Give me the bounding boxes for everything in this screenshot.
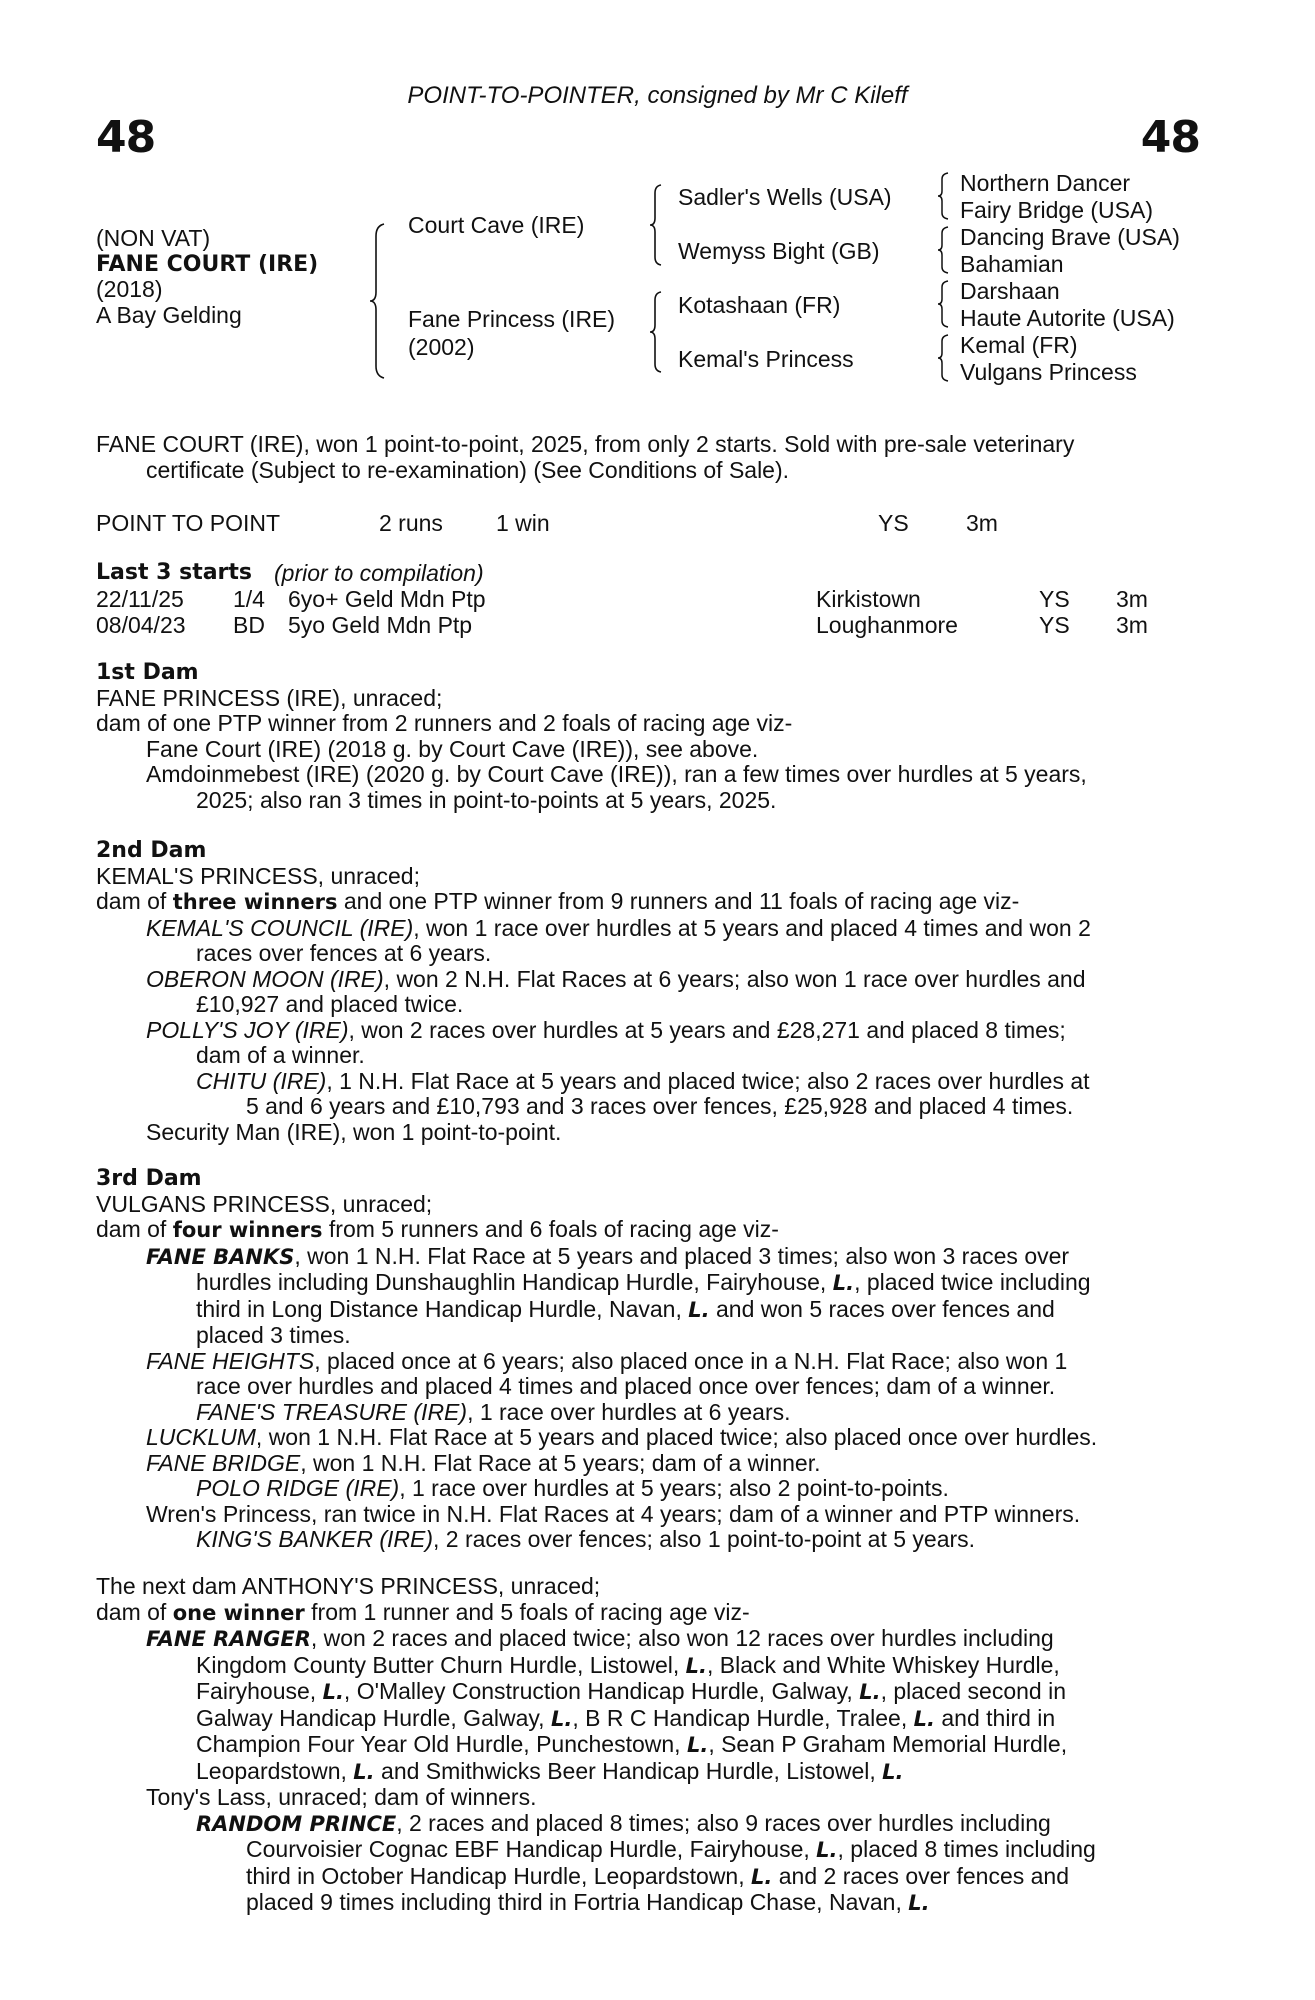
progeny-entry <box>96 1349 1206 1375</box>
progeny-text: , won 2 N.H. Flat Races at 6 years; also won 1 race over hurdles and <box>383 965 1086 992</box>
g3-ancestor: Haute Autorite (USA) <box>960 305 1175 331</box>
progeny-entry <box>96 1451 1206 1477</box>
progeny-entry-cont <box>96 1732 1206 1759</box>
sire-dam-name: Wemyss Bight (GB) <box>678 238 880 264</box>
pedigree-brace-main <box>368 222 388 380</box>
progeny-name: FANE RANGER <box>146 1627 311 1651</box>
progeny-entry-cont <box>96 1759 1206 1786</box>
progeny-text: and 2 races over fences and <box>772 1862 1070 1889</box>
summary-bold: one winner <box>172 1600 305 1625</box>
dam-name-line: KEMAL'S PRINCESS, unraced; <box>96 862 420 889</box>
dam-name-line: FANE PRINCESS (IRE), unraced; <box>96 684 443 711</box>
g3-ancestor: Darshaan <box>960 278 1060 304</box>
record-distance: 3m <box>966 510 998 536</box>
start-going: YS <box>1039 586 1070 612</box>
start-distance: 3m <box>1116 586 1148 612</box>
progeny-text: and Smithwicks Beer Handicap Hurdle, Listowel, <box>374 1757 883 1784</box>
progeny-text: , 2 races and placed 8 times; also 9 races over hurdles including <box>396 1809 1051 1836</box>
progeny-entry <box>96 1626 1206 1653</box>
start-date: 08/04/23 <box>96 612 186 638</box>
progeny-text: , 1 N.H. Flat Race at 5 years and placed twice; also 2 races over hurdles at <box>326 1067 1090 1094</box>
progeny-text: Kingdom County Butter Churn Hurdle, Listowel, <box>196 1651 686 1678</box>
summary-bold: four winners <box>172 1218 323 1242</box>
progeny-name: FANE HEIGHTS <box>146 1347 315 1374</box>
progeny-entry-cont: £10,927 and placed twice. <box>196 991 464 1017</box>
progeny-entry <box>96 967 1206 993</box>
listed-marker: L. <box>685 1653 707 1678</box>
third-dam-section <box>96 1166 1206 1553</box>
dam-name: Fane Princess (IRE) <box>408 306 616 332</box>
dam-summary: dam of one PTP winner from 2 runners and 2 foals of racing age viz- <box>96 710 793 736</box>
start-position: 1/4 <box>233 586 265 612</box>
record-type: POINT TO POINT <box>96 510 281 536</box>
progeny-entry: Fane Court (IRE) (2018 g. by Court Cave (IRE)), see above. <box>146 735 759 762</box>
summary-text: from 5 runners and 6 foals of racing age viz- <box>322 1216 779 1242</box>
listed-marker: L. <box>913 1706 935 1731</box>
pedigree-brace-dam <box>648 290 664 374</box>
progeny-text: , Black and White Whiskey Hurdle, <box>707 1651 1060 1678</box>
progeny-entry <box>96 1018 1206 1044</box>
section-heading: 1st Dam <box>96 660 199 685</box>
progeny-text: , placed once at 6 years; also placed once in a N.H. Flat Race; also won 1 <box>314 1347 1068 1374</box>
progeny-entry-cont: race over hurdles and placed 4 times and placed once over fences; dam of a winner. <box>196 1373 1056 1399</box>
start-going: YS <box>1039 612 1070 638</box>
progeny-entry-cont: 5 and 6 years and £10,793 and 3 races over fences, £25,928 and placed 4 times. <box>246 1093 1074 1119</box>
progeny-entry-cont: dam of a winner. <box>196 1042 365 1068</box>
record-going: YS <box>878 510 909 536</box>
listed-marker: L. <box>908 1891 930 1915</box>
dam-sire-name: Kotashaan (FR) <box>678 292 841 318</box>
dam-dam-name: Kemal's Princess <box>678 346 854 372</box>
progeny-entry-cont <box>96 1890 1206 1917</box>
listed-marker: L. <box>686 1733 709 1757</box>
sire-name: Court Cave (IRE) <box>408 212 585 238</box>
listed-marker: L. <box>322 1680 344 1704</box>
next-dam-section <box>96 1574 1206 1917</box>
progeny-entry <box>96 1400 1206 1426</box>
progeny-entry <box>96 1476 1206 1502</box>
progeny-text: and third in <box>935 1704 1056 1731</box>
progeny-entry <box>96 1527 1206 1553</box>
pedigree-brace-g3-2 <box>936 225 950 275</box>
progeny-text: , won 1 N.H. Flat Race at 5 years and placed 3 times; also won 3 races over <box>294 1242 1070 1269</box>
summary-line: certificate (Subject to re-examination) (See Conditions of Sale). <box>146 456 790 483</box>
summary-bold: three winners <box>172 890 338 914</box>
lot-number-left: 48 <box>96 112 156 163</box>
summary-text: dam of <box>96 1598 173 1625</box>
progeny-entry: Tony's Lass, unraced; dam of winners. <box>146 1784 537 1810</box>
progeny-entry <box>96 1069 1206 1095</box>
g3-ancestor: Northern Dancer <box>960 170 1131 196</box>
progeny-entry <box>96 1244 1206 1271</box>
g3-ancestor: Vulgans Princess <box>960 359 1137 385</box>
sire-sire-name: Sadler's Wells (USA) <box>678 184 892 210</box>
vat-status: (NON VAT) <box>96 225 211 251</box>
progeny-text: , placed twice including <box>854 1269 1091 1295</box>
progeny-name: POLLY'S JOY (IRE) <box>146 1016 349 1043</box>
record-runs: 2 runs <box>379 510 443 536</box>
first-dam-section <box>96 660 1206 813</box>
progeny-entry-cont <box>96 1270 1206 1297</box>
progeny-name: OBERON MOON (IRE) <box>146 965 384 992</box>
summary-text: from 1 runner and 5 foals of racing age viz- <box>304 1598 750 1625</box>
last-starts-subtitle: (prior to compilation) <box>274 560 484 586</box>
progeny-text: Leopardstown, <box>196 1757 354 1784</box>
progeny-text: third in October Handicap Hurdle, Leopardstown, <box>246 1862 752 1889</box>
progeny-text: , 2 races over fences; also 1 point-to-point at 5 years. <box>433 1526 976 1552</box>
progeny-name: FANE BRIDGE <box>146 1449 301 1476</box>
progeny-entry: Amdoinmebest (IRE) (2020 g. by Court Cave (IRE)), ran a few times over hurdles at 5 years, <box>146 761 1087 787</box>
progeny-name: FANE BANKS <box>146 1244 295 1269</box>
progeny-text: Fairyhouse, <box>196 1678 323 1704</box>
listed-marker: L. <box>550 1706 573 1731</box>
last-starts-heading <box>96 560 1216 586</box>
listed-marker: L. <box>353 1759 375 1784</box>
dam-summary <box>96 889 1206 916</box>
g3-ancestor: Fairy Bridge (USA) <box>960 197 1153 223</box>
section-heading: 3rd Dam <box>96 1166 202 1191</box>
lot-number-right: 48 <box>1140 112 1200 163</box>
horse-year: (2018) <box>96 276 163 302</box>
summary-text: dam of <box>96 888 173 914</box>
progeny-entry-cont <box>96 1297 1206 1324</box>
progeny-entry-cont <box>96 1706 1206 1733</box>
progeny-text: , won 2 races over hurdles at 5 years and £28,271 and placed 8 times; <box>348 1016 1066 1043</box>
listed-marker: L. <box>882 1759 904 1784</box>
progeny-entry-cont <box>96 1864 1206 1891</box>
progeny-text: , won 2 races and placed twice; also won 12 races over hurdles including <box>310 1625 1054 1651</box>
progeny-entry <box>96 916 1206 942</box>
progeny-entry: Security Man (IRE), won 1 point-to-point. <box>146 1118 562 1145</box>
section-heading: 2nd Dam <box>96 838 207 863</box>
pedigree-brace-sire <box>648 183 664 267</box>
progeny-text: , placed second in <box>880 1678 1066 1704</box>
summary-line: FANE COURT (IRE), won 1 point-to-point, 2025, from only 2 starts. Sold with pre-sale veterinary <box>96 431 1075 457</box>
start-course: Kirkistown <box>816 586 921 612</box>
progeny-name: POLO RIDGE (IRE) <box>196 1475 400 1501</box>
horse-identity <box>96 226 318 328</box>
start-course: Loughanmore <box>816 612 958 638</box>
progeny-text: , won 1 N.H. Flat Race at 5 years and placed twice; also placed once over hurdles. <box>255 1424 1098 1450</box>
progeny-entry <box>96 1811 1206 1838</box>
horse-description: A Bay Gelding <box>96 301 242 328</box>
pedigree-brace-g3-3 <box>936 279 950 329</box>
progeny-name: FANE'S TREASURE (IRE) <box>196 1398 468 1425</box>
g3-ancestor: Dancing Brave (USA) <box>960 224 1180 250</box>
progeny-name: RANDOM PRINCE <box>196 1811 397 1836</box>
pedigree-brace-g3-1 <box>936 171 950 221</box>
dam-name-line: The next dam ANTHONY'S PRINCESS, unraced; <box>96 1573 601 1599</box>
progeny-text: Champion Four Year Old Hurdle, Punchestown, <box>196 1731 687 1757</box>
listed-marker: L. <box>816 1838 838 1862</box>
progeny-entry-cont: placed 3 times. <box>196 1322 351 1348</box>
dam-summary <box>96 1600 1206 1627</box>
g3-ancestor: Bahamian <box>960 251 1064 277</box>
last-start-row <box>96 586 1216 612</box>
start-distance: 3m <box>1116 612 1148 638</box>
progeny-text: Galway Handicap Hurdle, Galway, <box>196 1704 551 1731</box>
progeny-entry <box>96 1425 1206 1451</box>
race-record-row <box>96 510 1216 536</box>
start-position: BD <box>233 612 265 638</box>
g3-ancestor: Kemal (FR) <box>960 332 1078 358</box>
progeny-text: , O'Malley Construction Handicap Hurdle, Galway, <box>343 1678 860 1704</box>
progeny-entry-cont: 2025; also ran 3 times in point-to-points at 5 years, 2025. <box>196 786 777 813</box>
record-wins: 1 win <box>496 510 550 536</box>
summary-text: dam of <box>96 1216 173 1242</box>
listed-marker: L. <box>859 1680 881 1704</box>
progeny-text: , 1 race over hurdles at 6 years. <box>467 1398 791 1425</box>
horse-name: FANE COURT (IRE) <box>96 251 319 277</box>
progeny-text: , 1 race over hurdles at 5 years; also 2 point-to-points. <box>399 1475 949 1501</box>
progeny-text: third in Long Distance Handicap Hurdle, Navan, <box>196 1295 689 1322</box>
progeny-text: and won 5 races over fences and <box>709 1295 1055 1322</box>
progeny-name: CHITU (IRE) <box>196 1067 327 1094</box>
progeny-entry-cont <box>96 1679 1206 1706</box>
progeny-text: Courvoisier Cognac EBF Handicap Hurdle, Fairyhouse, <box>246 1836 817 1862</box>
last-start-row <box>96 612 1216 638</box>
progeny-name: KING'S BANKER (IRE) <box>196 1526 433 1552</box>
start-race: 6yo+ Geld Mdn Ptp <box>288 586 486 612</box>
dam-name-line: VULGANS PRINCESS, unraced; <box>96 1190 433 1217</box>
listed-marker: L. <box>751 1864 773 1889</box>
progeny-name: KEMAL'S COUNCIL (IRE) <box>146 914 414 941</box>
second-dam-section <box>96 838 1206 1145</box>
summary-text: and one PTP winner from 9 runners and 11 foals of racing age viz- <box>337 888 1020 914</box>
progeny-entry-cont <box>96 1653 1206 1680</box>
start-race: 5yo Geld Mdn Ptp <box>288 612 473 638</box>
listed-marker: L. <box>688 1297 710 1322</box>
progeny-text: , won 1 N.H. Flat Race at 5 years; dam of a winner. <box>300 1449 821 1476</box>
progeny-entry-cont: races over fences at 6 years. <box>196 940 492 966</box>
pedigree-brace-g3-4 <box>936 333 950 383</box>
listed-marker: L. <box>832 1271 855 1295</box>
page-subtitle: POINT-TO-POINTER, consigned by Mr C Kileff <box>407 82 908 109</box>
dam-year: (2002) <box>408 334 475 360</box>
progeny-text: placed 9 times including third in Fortria Handicap Chase, Navan, <box>246 1889 909 1915</box>
start-date: 22/11/25 <box>96 586 184 612</box>
progeny-text: , placed 8 times including <box>837 1836 1096 1862</box>
progeny-text: , won 1 race over hurdles at 5 years and placed 4 times and won 2 <box>413 914 1091 941</box>
last-starts-title: Last 3 starts <box>96 560 253 585</box>
progeny-name: LUCKLUM <box>146 1424 256 1450</box>
progeny-text: , Sean P Graham Memorial Hurdle, <box>708 1731 1068 1757</box>
progeny-text: , B R C Handicap Hurdle, Tralee, <box>572 1704 914 1731</box>
progeny-entry: Wren's Princess, ran twice in N.H. Flat Races at 4 years; dam of a winner and PTP winners. <box>146 1500 1081 1527</box>
dam-summary <box>96 1217 1206 1244</box>
progeny-text: hurdles including Dunshaughlin Handicap Hurdle, Fairyhouse, <box>196 1269 833 1295</box>
progeny-entry-cont <box>96 1837 1206 1864</box>
summary-paragraph <box>96 432 1206 483</box>
